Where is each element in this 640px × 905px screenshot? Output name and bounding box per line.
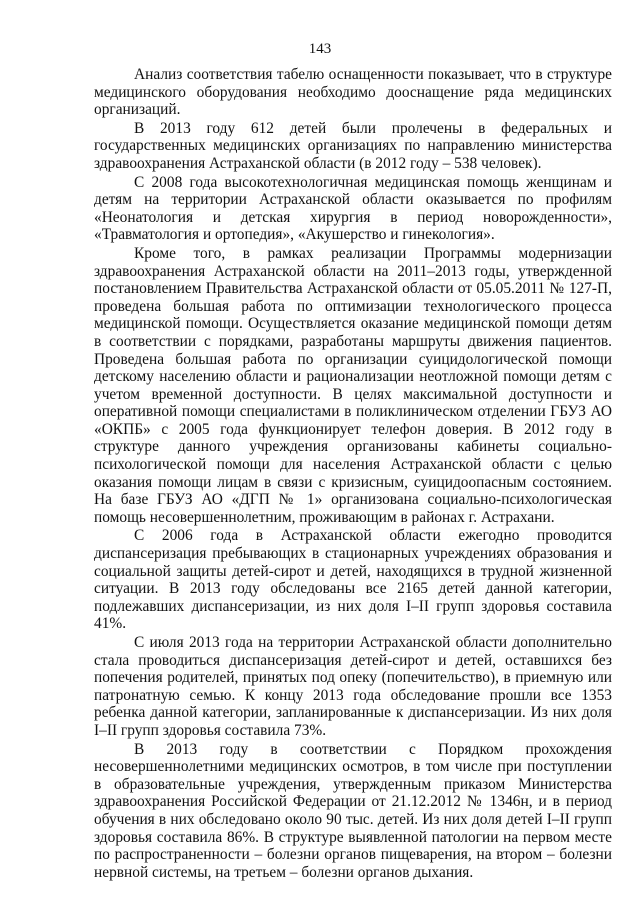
page-number: 143: [308, 41, 332, 57]
paragraph: В 2013 году в соответствии с Порядком прохождения несовершеннолетними медицинских осмотров, в том числе при поступлении в образовательные учреждения, утвержденным приказом Министерства здравоохранения Российской Федерации от 21.12.2012 № 1346н, и в период обучения в них обследовано около 90 тыс. детей. Из них доля детей I–II групп здоровья составила 86%. В структуре выявленной патологии на первом месте по распространенности – болезни органов пищеварения, на втором – болезни нервной системы, на третьем – болезни органов дыхания.: [94, 740, 612, 881]
body-text: [94, 66, 612, 882]
paragraph: С 2006 года в Астраханской области ежегодно проводится диспансеризация пребывающих в стационарных учреждениях образования и социальной защиты детей-сирот и детей, находящихся в трудной жизненной ситуации. В 2013 году обследованы все 2165 детей данной категории, подлежавших диспансеризации, из них доля I–II групп здоровья составила 41%.: [94, 527, 612, 633]
paragraph: Анализ соответствия табелю оснащенности показывает, что в структуре медицинского оборудования необходимо дооснащение ряда медицинских организаций.: [94, 66, 612, 119]
paragraph: В 2013 году 612 детей были пролечены в федеральных и государственных медицинских организациях по направлению министерства здравоохранения Астраханской области (в 2012 году – 538 человек).: [94, 119, 612, 172]
paragraph: Кроме того, в рамках реализации Программы модернизации здравоохранения Астраханской области на 2011–2013 годы, утвержденной постановлением Правительства Астраханской области от 05.05.2011 № 127-П, проведена большая работа по оптимизации технологического процесса медицинской помощи. Осуществляется оказание медицинской помощи детям в соответствии с порядками, разработаны маршруты движения пациентов. Проведена большая работа по организации суицидологической помощи детскому населению области и рационализации неотложной помощи детям с учетом временной доступности. В целях максимальной доступности и оперативной помощи специалистами в поликлиническом отделении ГБУЗ АО «ОКПБ» с 2005 года функционирует телефон доверия. В 2012 году в структуре данного учреждения организованы кабинеты социально-психологической помощи для населения Астраханской области с целью оказания помощи лицам в связи с кризисным, суицидоопасным состоянием. На базе ГБУЗ АО «ДГП № 1» организована социально-психологическая помощь несовершеннолетним, проживающим в районах г. Астрахани.: [94, 244, 612, 526]
paragraph: С июля 2013 года на территории Астраханской области дополнительно стала проводиться диспансеризация детей-сирот и детей, оставшихся без попечения родителей, принятых под опеку (попечительство), в приемную или патронатную семью. К концу 2013 года обследование прошли все 1353 ребенка данной категории, запланированные к диспансеризации. Из них доля I–II групп здоровья составила 73%.: [94, 634, 612, 739]
paragraph: С 2008 года высокотехнологичная медицинская помощь женщинам и детям на территории Астраханской области оказывается по профилям «Неонатология и детская хирургия в период новорожденности», «Травматология и ортопедия», «Акушерство и гинекология».: [94, 173, 612, 244]
